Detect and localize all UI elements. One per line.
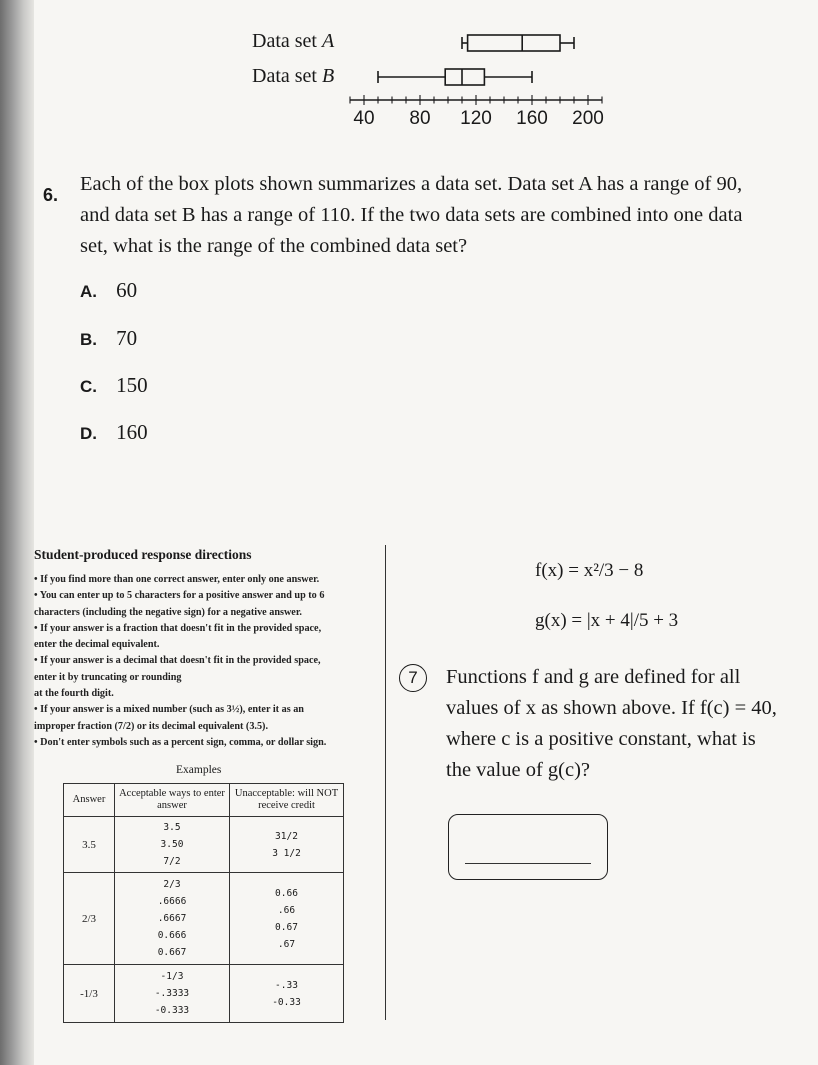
box-iqr: [468, 35, 560, 51]
x-tick-label: 200: [572, 108, 604, 129]
choice-a[interactable]: [80, 278, 137, 303]
choice-b[interactable]: [80, 326, 137, 351]
question-6-number: 6.: [43, 185, 59, 205]
example-acceptable: -1/3 -.3333 -0.333: [115, 965, 230, 1023]
choice-c[interactable]: [80, 373, 148, 398]
example-acceptable: 2/3 .6666 .6667 0.666 0.667: [115, 873, 230, 965]
choice-a-value: 60: [116, 278, 138, 302]
examples-title: Examples: [176, 764, 222, 776]
example-unacceptable: 0.66 .66 0.67 .67: [230, 873, 344, 965]
choice-c-value: 150: [116, 373, 148, 397]
x-tick-label: 40: [353, 108, 375, 129]
examples-row: [64, 965, 344, 1023]
direction-line: • If you find more than one correct answer, enter only one answer.: [34, 574, 320, 585]
book-binding-shadow: [0, 0, 34, 1065]
question-7-text: Functions f and g are defined for all values of x as shown above. If f(c) = 40, where c is a positive constant, what is the value of g(c)?: [446, 666, 777, 781]
function-g-definition: g(x) = |x + 4|/5 + 3: [535, 610, 679, 631]
choice-d-value: 160: [116, 420, 148, 444]
direction-line: improper fraction (7/2) or its decimal equivalent (3.5).: [34, 720, 268, 732]
box-plot-label-b: Data set B: [252, 65, 335, 87]
examples-header-unacceptable: Unacceptable: will NOT receive credit: [230, 784, 344, 817]
answer-entry-box[interactable]: [448, 814, 608, 880]
direction-line: • If your answer is a fraction that doesn't fit in the provided space,: [34, 622, 322, 634]
choice-b-letter: B.: [80, 330, 97, 349]
directions-title: Student-produced response directions: [34, 547, 252, 562]
x-tick-label: 80: [409, 108, 431, 129]
question-7-number: 7: [399, 664, 427, 692]
direction-line: enter it by truncating or rounding: [34, 671, 182, 683]
examples-header-acceptable: Acceptable ways to enter answer: [115, 784, 230, 817]
choice-d-letter: D.: [80, 424, 97, 443]
direction-line: enter the decimal equivalent.: [34, 639, 160, 651]
example-acceptable: 3.5 3.50 7/2: [115, 817, 230, 873]
choice-d[interactable]: [80, 420, 148, 445]
example-answer: 2/3: [64, 873, 115, 965]
examples-row: [64, 817, 344, 873]
example-unacceptable: -.33 -0.33: [230, 965, 344, 1023]
examples-table: [63, 783, 344, 1023]
x-tick-label: 160: [516, 108, 548, 129]
direction-line: • Don't enter symbols such as a percent sign, comma, or dollar sign.: [34, 736, 327, 748]
examples-row: [64, 873, 344, 965]
box-plot-label-a: Data set A: [252, 30, 335, 52]
directions-list: [34, 572, 379, 751]
direction-line: at the fourth digit.: [34, 688, 114, 700]
answer-entry-line: [465, 863, 591, 864]
function-f-definition: f(x) = x²/3 − 8: [535, 560, 644, 581]
x-tick-label: 120: [460, 108, 492, 129]
choice-b-value: 70: [116, 326, 138, 350]
box-iqr: [445, 69, 484, 85]
example-unacceptable: 31/2 3 1/2: [230, 817, 344, 873]
column-divider: [385, 545, 386, 1020]
direction-line: • You can enter up to 5 characters for a positive answer and up to 6: [34, 590, 325, 602]
example-answer: 3.5: [64, 817, 115, 873]
examples-header-answer: Answer: [64, 784, 115, 817]
example-answer: -1/3: [64, 965, 115, 1023]
question-6-text: Each of the box plots shown summarizes a data set. Data set A has a range of 90, and data set B has a range of 110. If the two data sets are combined into one data set, what is the range of the combined data set?: [80, 173, 743, 257]
box-plot-chart: [340, 25, 630, 135]
choice-a-letter: A.: [80, 282, 97, 301]
direction-line: • If your answer is a mixed number (such as 3½), enter it as an: [34, 704, 304, 716]
direction-line: characters (including the negative sign) for a negative answer.: [34, 606, 302, 618]
direction-line: • If your answer is a decimal that doesn't fit in the provided space,: [34, 655, 321, 667]
choice-c-letter: C.: [80, 377, 97, 396]
